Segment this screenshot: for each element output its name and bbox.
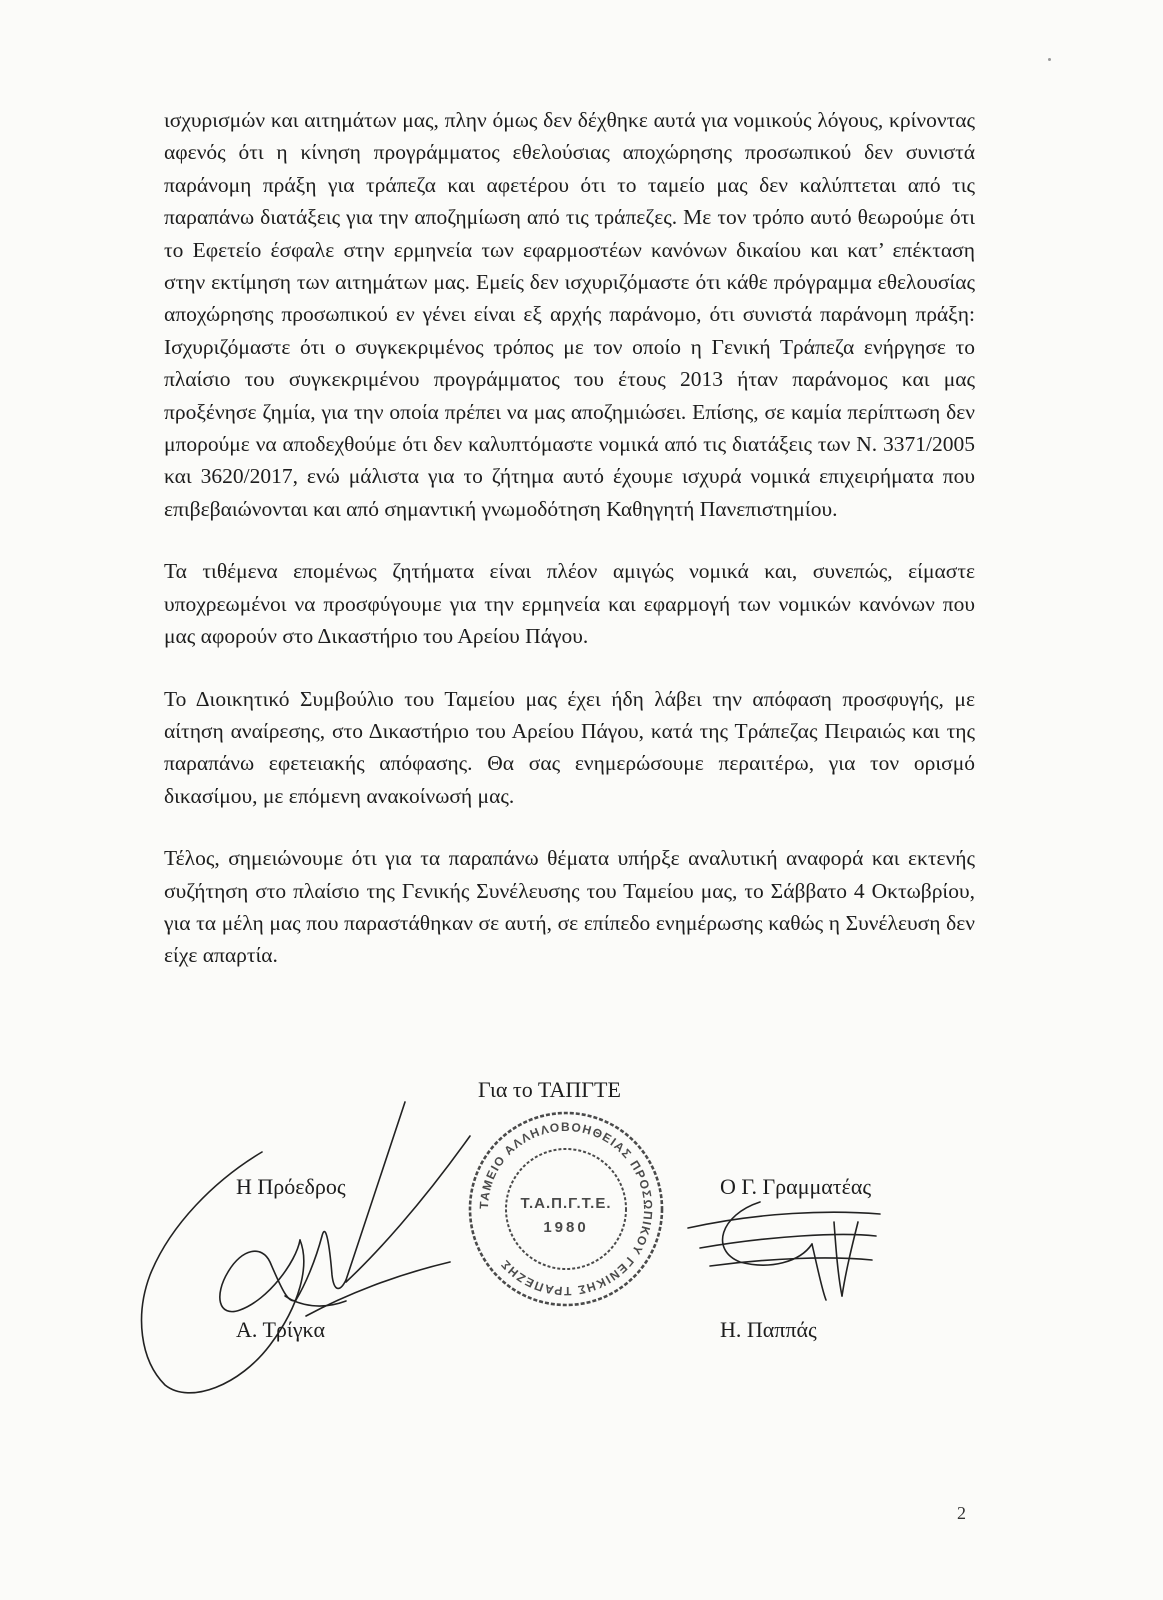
paper-speck: [1048, 58, 1051, 61]
secretary-name: Η. Παππάς: [720, 1317, 817, 1342]
letter-body: [164, 104, 975, 972]
paragraph-2: Τα τιθέμενα επομένως ζητήματα είναι πλέον αμιγώς νομικά και, συνεπώς, είμαστε υποχρεωμένοι να προσφύγουμε για την ερμηνεία και εφαρμογή των νομικών κανόνων που μας αφορούν στο Δικαστήριο του Αρείου Πάγου.: [164, 559, 975, 649]
president-signature: [142, 1102, 470, 1393]
stamp-center-acronym: Τ.Α.Π.Γ.Τ.Ε.: [520, 1195, 612, 1212]
president-title: Η Πρόεδρος: [236, 1174, 346, 1199]
paragraph-4: Τέλος, σημειώνουμε ότι για τα παραπάνω θέματα υπήρξε αναλυτική αναφορά και εκτενής συζήτηση στο πλαίσιο της Γενικής Συνέλευσης του Ταμείου μας, το Σάββατο 4 Οκτωβρίου, για τα μέλη μας που παραστάθηκαν σε αυτή, σε επίπεδο ενημέρωσης καθώς η Συνέλευση δεν είχε απαρτία.: [164, 846, 975, 968]
president-name: Α. Τρίγκα: [236, 1317, 325, 1342]
paragraph-1: ισχυρισμών και αιτημάτων μας, πλην όμως δεν δέχθηκε αυτά για νομικούς λόγους, κρίνοντας αφενός ότι η κίνηση προγράμματος εθελούσιας αποχώρησης προσωπικού δεν συνιστά παράνομη πράξη για τράπεζα και αφετέρου ότι το ταμείο μας δεν καλύπτεται από τις παραπάνω διατάξεις για την αποζημίωση από τις τράπεζες. Με τον τρόπο αυτό θεωρούμε ότι το Εφετείο έσφαλε στην ερμηνεία των εφαρμοστέων κανόνων δικαίου και κατ’ επέκταση στην εκτίμηση των αιτημάτων μας. Εμείς δεν ισχυριζόμαστε ότι κάθε πρόγραμμα εθελουσίας αποχώρησης προσωπικού εν γένει είναι εξ αρχής παράνομο, ότι συνιστά παράνομη πράξη: Ισχυριζόμαστε ότι ο συγκεκριμένος τρόπος με τον οποίο η Γενική Τράπεζα ενήργησε το πλαίσιο του συγκεκριμένου προγράμματος του έτους 2013 ήταν παράνομος και μας προξένησε ζημία, για την οποία πρέπει να μας αποζημιώσει. Επίσης, σε καμία περίπτωση δεν μπορούμε να αποδεχθούμε ότι δεν καλυπτόμαστε νομικά από τις διατάξεις των Ν. 3371/2005 και 3620/2017, ενώ μάλιστα για το ζήτημα αυτό έχουμε ισχυρά νομικά επιχειρήματα που επιβεβαιώνονται και από σημαντική γνωμοδότηση Καθηγητή Πανεπιστημίου.: [164, 108, 975, 521]
organization-stamp: [470, 1113, 662, 1305]
page-number: 2: [957, 1503, 966, 1523]
stamp-outer-text: ΤΑΜΕΙΟ ΑΛΛΗΛΟΒΟΗΘΕΙΑΣ ΠΡΟΣΩΠΙΚΟΥ ΓΕΝΙΚΗΣ ΤΡΑΠΕΖΗΣ: [476, 1119, 656, 1299]
secretary-title: Ο Γ. Γραμματέας: [720, 1174, 872, 1199]
signature-heading: Για το ΤΑΠΓΤΕ: [478, 1077, 621, 1102]
stamp-center-year: 1980: [543, 1219, 589, 1236]
secretary-signature: [688, 1202, 880, 1300]
paragraph-3: Το Διοικητικό Συμβούλιο του Ταμείου μας έχει ήδη λάβει την απόφαση προσφυγής, με αίτηση αναίρεσης, στο Δικαστήριο του Αρείου Πάγου, κατά της Τράπεζας Πειραιώς και της παραπάνω εφετειακής απόφασης. Θα σας ενημερώσουμε περαιτέρω, για τον ορισμό δικασίμου, με επόμενη ανακοίνωσή μας.: [164, 686, 975, 808]
